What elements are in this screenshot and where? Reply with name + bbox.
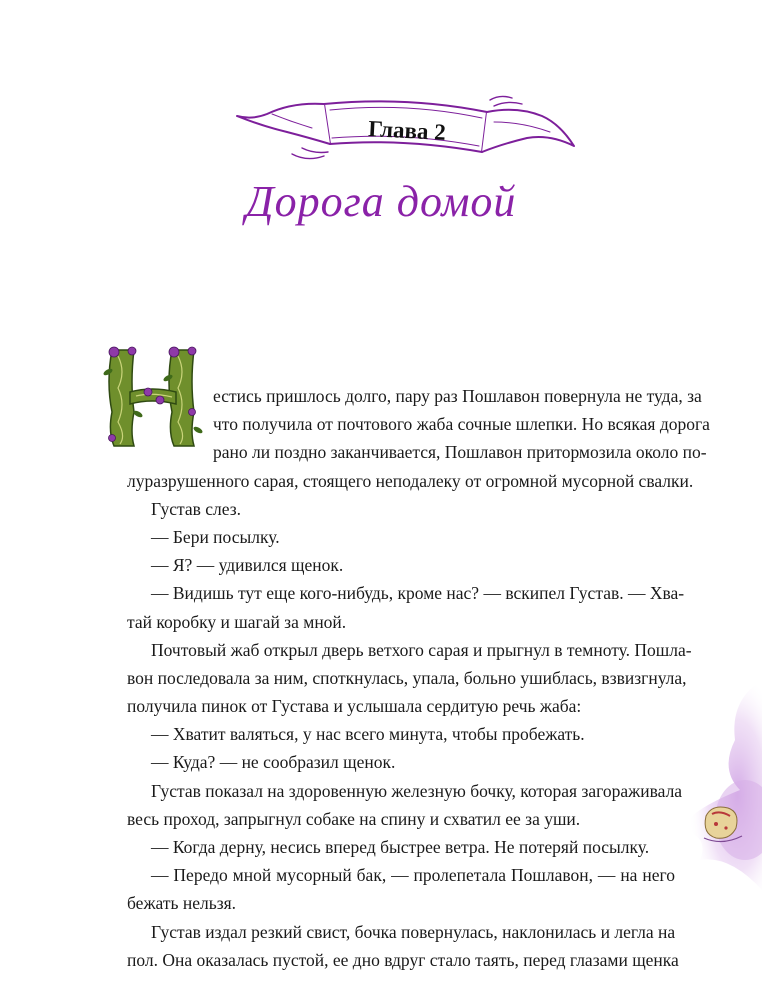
text-line: рано ли поздно заканчивается, Пошлавон притормозила около по- <box>213 442 707 463</box>
text-line: — Когда дерну, несись вперед быстрее ветра. Не потеряй посылку. <box>151 837 650 857</box>
text-line: весь проход, запрыгнул собаке на спину и схватил ее за уши. <box>127 808 581 829</box>
text-line: — Бери посылку. <box>151 526 280 547</box>
text-line: — Я? — удивился щенок. <box>151 555 344 576</box>
text-line: пол. Она оказалась пустой, ее дно вдруг стало таять, перед глазами щенка <box>127 949 679 970</box>
text-line: тай коробку и шагай за мной. <box>127 611 347 632</box>
text-line: — Куда? — не сообразил щенок. <box>151 752 396 773</box>
text-line: получила пинок от Густава и услышала сердитую речь жаба: <box>127 696 582 717</box>
chapter-label: Глава 2 <box>367 115 447 146</box>
text-line: что получила от почтового жаба сочные шлепки. Но всякая дорога <box>213 414 710 435</box>
chapter-title: Дорога домой <box>245 177 517 226</box>
text-line: бежать нельзя. <box>127 893 237 914</box>
text-line: Густав показал на здоровенную железную бочку, которая загораживала <box>151 780 683 801</box>
text-line: естись пришлось долго, пару раз Пошлавон повернула не туда, за <box>213 386 702 406</box>
text-line: луразрушенного сарая, стоящего неподалеку от огромной мусорной свалки. <box>127 470 694 491</box>
text-line: Почтовый жаб открыл дверь ветхого сарая и прыгнул в темноту. Пошла- <box>151 639 692 660</box>
chapter-text <box>127 382 710 974</box>
text-line: Густав слез. <box>151 498 242 519</box>
watercolor-splash-icon <box>640 660 762 920</box>
text-line: вон последовала за ним, споткнулась, упала, больно ушиблась, взвизгнула, <box>127 667 687 688</box>
text-line: — Хватит валяться, у нас всего минута, чтобы пробежать. <box>151 724 585 745</box>
text-line: — Передо мной мусорный бак, — пролепетала Пошлавон, — на него <box>151 865 675 886</box>
text-line: — Видишь тут еще кого-нибудь, кроме нас? — вскипел Густав. — Хва- <box>151 583 685 604</box>
text-line: Густав издал резкий свист, бочка повернулась, наклонилась и легла на <box>151 921 676 942</box>
